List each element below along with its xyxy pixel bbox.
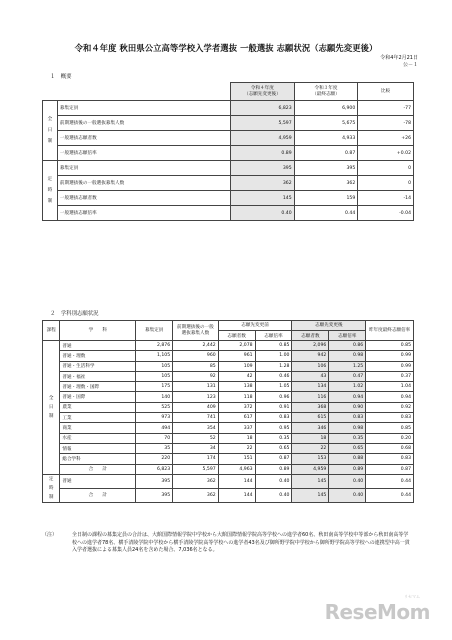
overview-row <box>43 161 414 176</box>
cell-ato-n: 942 <box>292 351 329 361</box>
cell-ato-n: 145 <box>292 474 329 488</box>
page-title: 令和４年度 秋田県公立高等学校入学者選抜 一般選抜 志願状況（志願先変更後） <box>74 43 378 53</box>
cell-ato-n: 18 <box>292 433 329 443</box>
h-ippan: 前期選抜後の一般選抜募集人数 <box>173 321 219 341</box>
page-number: 公－１ <box>402 62 418 68</box>
cell-boshu: 525 <box>136 402 173 412</box>
overview-row <box>43 206 414 221</box>
cell-ato-n: 116 <box>292 392 329 402</box>
value-r4: 4,959 <box>231 131 295 146</box>
cell-mae-n: 18 <box>218 433 255 443</box>
cell-ato-r: 0.47 <box>329 371 366 381</box>
cell-ippan: 92 <box>173 371 219 381</box>
cell-ippan: 362 <box>173 488 219 502</box>
overview-row <box>43 131 414 146</box>
cell-boshu: 220 <box>136 454 173 464</box>
table-row <box>43 402 414 412</box>
h-ato-r: 志願倍率 <box>329 331 366 341</box>
course-label: 定 時 制 <box>43 161 58 221</box>
row-label: 募集定員 <box>57 101 230 116</box>
h-katei: 課程 <box>43 321 60 341</box>
cell-prev: 0.99 <box>366 351 414 361</box>
value-r3: 159 <box>294 191 358 206</box>
cell-mae-n: 138 <box>218 382 255 392</box>
issue-date: 令和4年2月21日 <box>380 55 418 61</box>
cell-boshu: 35 <box>136 443 173 453</box>
h-ato: 志願先変更後 <box>292 321 366 331</box>
dept-name: 情報 <box>60 443 136 453</box>
cell-ato-r: 0.86 <box>329 341 366 351</box>
cell-ato-n: 43 <box>292 371 329 381</box>
cell-ippan: 85 <box>173 361 219 371</box>
cell-ippan: 131 <box>173 382 219 392</box>
cell-ato-n: 368 <box>292 402 329 412</box>
dept-name: 総合学科 <box>60 454 136 464</box>
cell-mae-n: 337 <box>218 423 255 433</box>
cell-prev: 0.44 <box>366 474 414 488</box>
cell-ato-n: 615 <box>292 413 329 423</box>
cell-boshu: 6,823 <box>136 464 173 474</box>
value-r3: 5,675 <box>294 116 358 131</box>
row-label: 一般選抜志願者数 <box>57 131 230 146</box>
cell-ippan: 960 <box>173 351 219 361</box>
footnote-text: 全日制の課程の募集定員の合計は、大館国際情報学院中学校から大館国際情報学院高等学校への進学者60名、秋田南高等学校中等部から秋田南高等学校への進学者78名、横手清陵学院中学校から横手清陵学院高等学校への進学者43名及び御所野学院中学校から御所野学院高等学校への連携型中高一貫入学者選抜による募集人員24名を含めた場合、7,036名となる。 <box>72 532 410 554</box>
value-r3: 395 <box>294 161 358 176</box>
cell-prev: 0.87 <box>366 464 414 474</box>
cell-ato-n: 134 <box>292 382 329 392</box>
cell-ippan: 174 <box>173 454 219 464</box>
cell-mae-r: 0.89 <box>255 464 292 474</box>
h-gakka: 学 科 <box>60 321 136 341</box>
cell-boshu: 494 <box>136 423 173 433</box>
cell-boshu: 175 <box>136 382 173 392</box>
cell-ato-r: 0.94 <box>329 392 366 402</box>
dept-name: 合 計 <box>60 488 136 502</box>
cell-prev: 0.85 <box>366 423 414 433</box>
table-row <box>43 413 414 423</box>
dept-name: 普通 <box>60 474 136 488</box>
cell-ato-r: 0.83 <box>329 413 366 423</box>
section2-heading: ２ 学科別志願状況 <box>50 311 99 317</box>
value-r3: 6,900 <box>294 101 358 116</box>
cell-ippan: 354 <box>173 423 219 433</box>
h-mae-n: 志願者数 <box>218 331 255 341</box>
cell-ippan: 741 <box>173 413 219 423</box>
dept-name: 普通・理数 <box>60 351 136 361</box>
table-row <box>43 361 414 371</box>
overview-row <box>43 116 414 131</box>
table-row <box>43 433 414 443</box>
cell-mae-n: 144 <box>218 488 255 502</box>
h-lastyear: 昨年度最終志願倍率 <box>366 321 414 341</box>
row-label: 前期選抜後の一般選抜募集人数 <box>57 176 230 191</box>
cell-boshu: 105 <box>136 361 173 371</box>
cell-boshu: 1,105 <box>136 351 173 361</box>
cell-mae-n: 144 <box>218 474 255 488</box>
value-r4: 395 <box>231 161 295 176</box>
cell-prev: 0.94 <box>366 392 414 402</box>
overview-row <box>43 191 414 206</box>
dept-name: 普通 <box>60 341 136 351</box>
h-mae-r: 志願倍率 <box>255 331 292 341</box>
value-r4: 362 <box>231 176 295 191</box>
cell-mae-r: 0.40 <box>255 488 292 502</box>
cell-mae-r: 0.91 <box>255 402 292 412</box>
cell-mae-n: 151 <box>218 454 255 464</box>
dept-header-row-1 <box>43 321 414 331</box>
value-r4: 0.89 <box>231 146 295 161</box>
col-r3: 令和３年度 （最終志願） <box>294 83 358 101</box>
cell-ato-r: 1.25 <box>329 361 366 371</box>
cell-boshu: 105 <box>136 371 173 381</box>
course-label: 定 時 制 <box>43 474 60 502</box>
cell-mae-r: 0.35 <box>255 433 292 443</box>
cell-mae-r: 0.87 <box>255 454 292 464</box>
dept-name: 合 計 <box>60 464 136 474</box>
value-r3: 0.44 <box>294 206 358 221</box>
cell-ato-r: 0.89 <box>329 464 366 474</box>
cell-ato-r: 0.65 <box>329 443 366 453</box>
table-row <box>43 371 414 381</box>
overview-row <box>43 146 414 161</box>
cell-prev: 0.37 <box>366 371 414 381</box>
cell-mae-n: 617 <box>218 413 255 423</box>
cell-ato-n: 4,959 <box>292 464 329 474</box>
value-r3: 0.87 <box>294 146 358 161</box>
dept-name: 普通・国際 <box>60 392 136 402</box>
table-row <box>43 392 414 402</box>
watermark-logo: ReseMom <box>324 600 430 624</box>
cell-ippan: 409 <box>173 402 219 412</box>
cell-boshu: 973 <box>136 413 173 423</box>
cell-ippan: 2,442 <box>173 341 219 351</box>
cell-mae-n: 118 <box>218 392 255 402</box>
cell-ato-r: 0.98 <box>329 351 366 361</box>
cell-ato-r: 0.40 <box>329 488 366 502</box>
table-row <box>43 443 414 453</box>
value-diff: -0.04 <box>358 206 414 221</box>
cell-mae-r: 1.05 <box>255 382 292 392</box>
dept-name: 農業 <box>60 402 136 412</box>
cell-ato-r: 0.35 <box>329 433 366 443</box>
overview-header-row <box>43 83 414 101</box>
row-label: 一般選抜志願倍率 <box>57 206 230 221</box>
cell-prev: 0.83 <box>366 413 414 423</box>
cell-prev: 1.04 <box>366 382 414 392</box>
course-label: 全 日 制 <box>43 341 60 475</box>
total-row <box>43 488 414 502</box>
value-r4: 0.40 <box>231 206 295 221</box>
cell-boshu: 2,876 <box>136 341 173 351</box>
cell-prev: 0.68 <box>366 443 414 453</box>
cell-mae-r: 0.65 <box>255 443 292 453</box>
footnote-label: （注） <box>42 532 58 538</box>
cell-ato-n: 145 <box>292 488 329 502</box>
cell-mae-n: 961 <box>218 351 255 361</box>
cell-ippan: 34 <box>173 443 219 453</box>
dept-name: 普通・理数・国際 <box>60 382 136 392</box>
value-diff: 0 <box>358 161 414 176</box>
dept-name: 工業 <box>60 413 136 423</box>
cell-ato-n: 2,096 <box>292 341 329 351</box>
cell-prev: 0.20 <box>366 433 414 443</box>
table-row <box>43 351 414 361</box>
cell-mae-r: 1.00 <box>255 351 292 361</box>
cell-ippan: 5,597 <box>173 464 219 474</box>
cell-prev: 0.83 <box>366 454 414 464</box>
table-row <box>43 423 414 433</box>
cell-boshu: 395 <box>136 488 173 502</box>
cell-ato-r: 0.40 <box>329 474 366 488</box>
cell-prev: 0.99 <box>366 361 414 371</box>
value-r4: 6,823 <box>231 101 295 116</box>
cell-ato-n: 346 <box>292 423 329 433</box>
cell-mae-n: 42 <box>218 371 255 381</box>
cell-ato-r: 0.98 <box>329 423 366 433</box>
cell-mae-r: 0.85 <box>255 341 292 351</box>
cell-ato-r: 0.90 <box>329 402 366 412</box>
cell-ippan: 52 <box>173 433 219 443</box>
cell-ippan: 362 <box>173 474 219 488</box>
value-r4: 145 <box>231 191 295 206</box>
table-row <box>43 454 414 464</box>
dept-name: 普通・生活科学 <box>60 361 136 371</box>
value-r3: 362 <box>294 176 358 191</box>
value-diff: +26 <box>358 131 414 146</box>
cell-mae-r: 1.28 <box>255 361 292 371</box>
cell-ato-n: 22 <box>292 443 329 453</box>
table-row <box>43 341 414 351</box>
cell-ato-n: 153 <box>292 454 329 464</box>
department-table <box>42 320 414 503</box>
table-row <box>43 382 414 392</box>
cell-prev: 0.44 <box>366 488 414 502</box>
total-row <box>43 464 414 474</box>
cell-mae-r: 0.83 <box>255 413 292 423</box>
dept-name: 商業 <box>60 423 136 433</box>
col-diff: 比較 <box>358 83 414 101</box>
table-row <box>43 474 414 488</box>
value-diff: -78 <box>358 116 414 131</box>
cell-ippan: 123 <box>173 392 219 402</box>
row-label: 一般選抜志願倍率 <box>57 146 230 161</box>
cell-boshu: 140 <box>136 392 173 402</box>
cell-mae-r: 0.95 <box>255 423 292 433</box>
cell-ato-r: 0.88 <box>329 454 366 464</box>
value-r4: 5,597 <box>231 116 295 131</box>
overview-row <box>43 101 414 116</box>
overview-row <box>43 176 414 191</box>
course-label: 全 日 制 <box>43 101 58 161</box>
value-diff: -77 <box>358 101 414 116</box>
h-mae: 志願先変更前 <box>218 321 292 331</box>
section1-heading: １ 概要 <box>50 74 72 80</box>
overview-table <box>42 82 414 221</box>
date-block <box>380 55 418 69</box>
watermark-sub: リセマム <box>404 594 420 599</box>
cell-prev: 0.92 <box>366 402 414 412</box>
row-label: 前期選抜後の一般選抜募集人数 <box>57 116 230 131</box>
row-label: 一般選抜志願者数 <box>57 191 230 206</box>
cell-mae-r: 0.46 <box>255 371 292 381</box>
dept-name: 水産 <box>60 433 136 443</box>
cell-mae-r: 0.40 <box>255 474 292 488</box>
value-diff: 0 <box>358 176 414 191</box>
cell-ato-n: 106 <box>292 361 329 371</box>
cell-mae-n: 22 <box>218 443 255 453</box>
h-boshu: 募集定員 <box>136 321 173 341</box>
cell-mae-r: 0.96 <box>255 392 292 402</box>
cell-mae-n: 372 <box>218 402 255 412</box>
row-label: 募集定員 <box>57 161 230 176</box>
cell-prev: 0.85 <box>366 341 414 351</box>
cell-mae-n: 109 <box>218 361 255 371</box>
col-r4: 令和４年度 （志願先変更後） <box>231 83 295 101</box>
dept-name: 普通・福祉 <box>60 371 136 381</box>
cell-boshu: 70 <box>136 433 173 443</box>
cell-ato-r: 1.02 <box>329 382 366 392</box>
cell-boshu: 395 <box>136 474 173 488</box>
value-diff: +0.02 <box>358 146 414 161</box>
cell-mae-n: 2,078 <box>218 341 255 351</box>
value-r3: 4,933 <box>294 131 358 146</box>
h-ato-n: 志願者数 <box>292 331 329 341</box>
value-diff: -14 <box>358 191 414 206</box>
cell-mae-n: 4,963 <box>218 464 255 474</box>
